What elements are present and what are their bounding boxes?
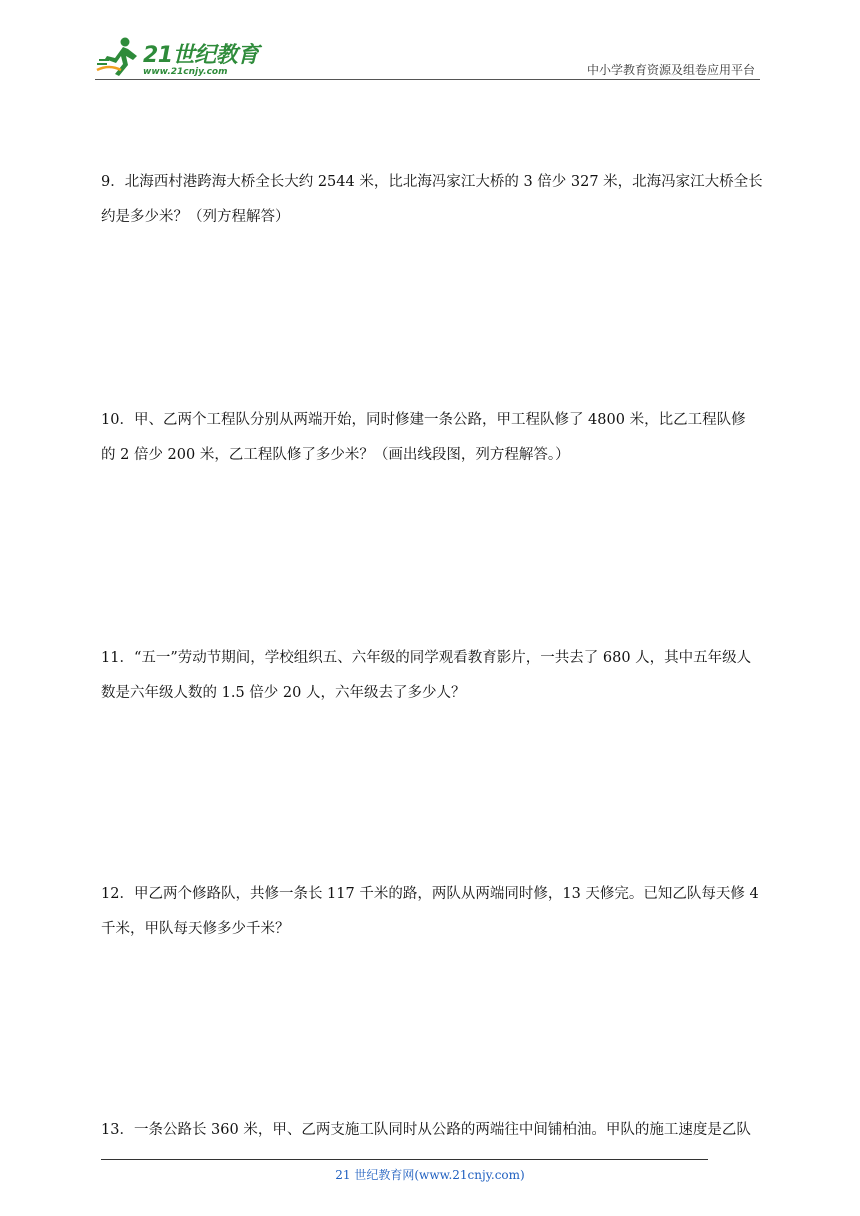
question-line: 9．北海西村港跨海大桥全长大约 2544 米，比北海冯家江大桥的 3 倍少 327 米，北海冯家江大桥全长 bbox=[101, 174, 763, 190]
question-line: 数是六年级人数的 1.5 倍少 20 人，六年级去了多少人？ bbox=[101, 685, 466, 701]
runner-logo-icon bbox=[95, 36, 143, 78]
question-9 bbox=[101, 165, 761, 235]
question-line: 的 2 倍少 200 米，乙工程队修了多少米？（画出线段图，列方程解答。） bbox=[101, 447, 570, 463]
question-line: 约是多少米？（列方程解答） bbox=[101, 209, 290, 225]
question-11 bbox=[101, 641, 761, 711]
footer-divider bbox=[101, 1159, 708, 1160]
question-line: 千米，甲队每天修多少千米？ bbox=[101, 921, 290, 937]
question-13 bbox=[101, 1113, 761, 1148]
question-line: 10．甲、乙两个工程队分别从两端开始，同时修建一条公路，甲工程队修了 4800 米，比乙工程队修 bbox=[101, 412, 746, 428]
question-line: 12．甲乙两个修路队，共修一条长 117 千米的路，两队从两端同时修，13 天修完。已知乙队每天修 4 bbox=[101, 886, 759, 902]
question-10 bbox=[101, 403, 761, 473]
page-header bbox=[95, 30, 760, 80]
question-line: 11．“五一”劳动节期间，学校组织五、六年级的同学观看教育影片，一共去了 680 人，其中五年级人 bbox=[101, 650, 752, 666]
logo-text: 21世纪教育 bbox=[143, 43, 259, 68]
logo bbox=[95, 36, 265, 78]
logo-url: www.21cnjy.com bbox=[143, 67, 228, 77]
footer-link[interactable]: 21 世纪教育网(www.21cnjy.com) bbox=[335, 1168, 525, 1182]
header-divider bbox=[95, 79, 760, 80]
question-line: 13．一条公路长 360 米，甲、乙两支施工队同时从公路的两端往中间铺柏油。甲队的施工速度是乙队 bbox=[101, 1122, 751, 1138]
question-12 bbox=[101, 877, 761, 947]
platform-name: 中小学教育资源及组卷应用平台 bbox=[586, 63, 755, 77]
